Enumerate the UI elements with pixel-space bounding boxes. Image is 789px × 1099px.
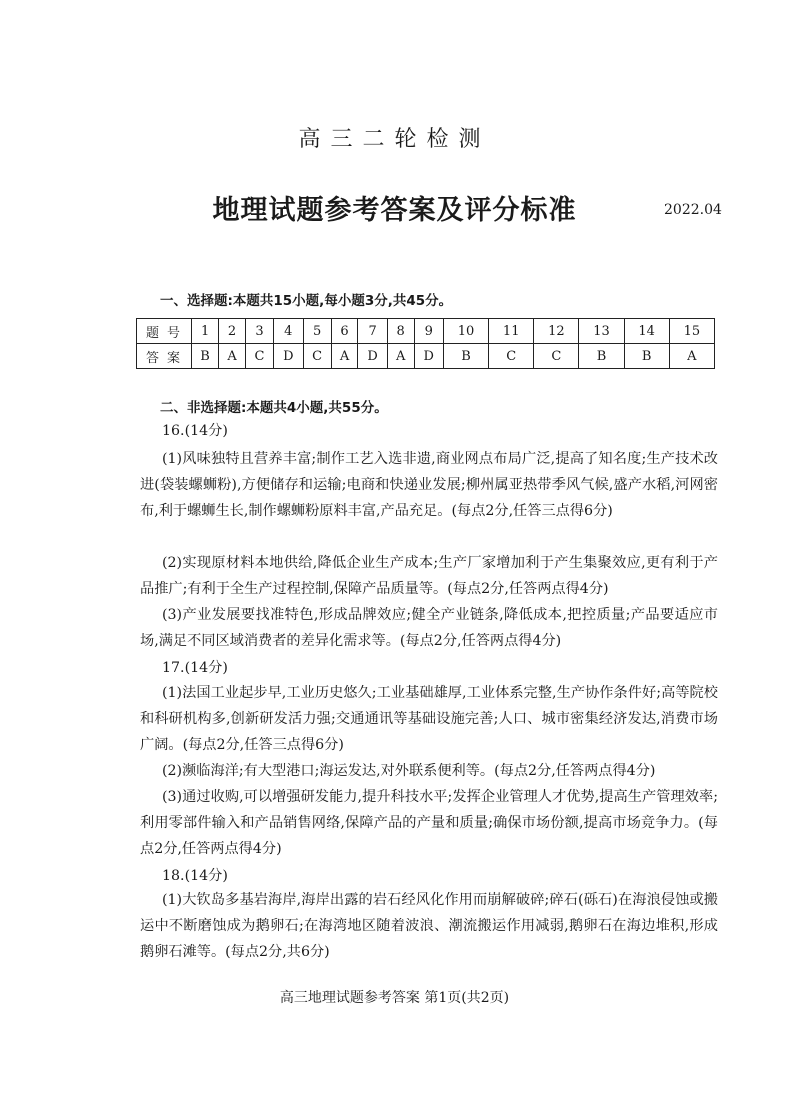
question-number-cell: 11 — [489, 319, 534, 344]
answer-cell: A — [219, 344, 246, 369]
document-date: 2022.04 — [664, 202, 722, 218]
question-17-part-1: (1)法国工业起步早,工业历史悠久;工业基础雄厚,工业体系完整,生产协作条件好;高等院校和科研机构多,创新研发活力强;交通通讯等基础设施完善;人口、城市密集经济发达,消费市场广阔。(每点2分,任答三点得6分) — [140, 685, 718, 753]
answer-cell: C — [245, 344, 273, 369]
page-footer: 高三地理试题参考答案 第1页(共2页) — [279, 990, 510, 1006]
answer-row — [137, 344, 715, 369]
row-label-answer: 答案 — [137, 344, 192, 369]
question-16-part-3: (3)产业发展要找准特色,形成品牌效应;健全产业链条,降低成本,把控质量;产品要适应市场,满足不同区域消费者的差异化需求等。(每点2分,任答两点得4分) — [140, 607, 718, 649]
question-number-cell: 5 — [303, 319, 331, 344]
answer-cell: B — [624, 344, 669, 369]
answer-cell: B — [579, 344, 624, 369]
row-label-number: 题号 — [137, 319, 192, 344]
answer-cell: A — [387, 344, 414, 369]
answer-cell: D — [358, 344, 387, 369]
section1-heading: 一、选择题:本题共15小题,每小题3分,共45分。 — [160, 293, 453, 309]
answer-cell: C — [534, 344, 579, 369]
question-17-number: 17.(14分) — [162, 660, 228, 676]
question-16-part-2: (2)实现原材料本地供给,降低企业生产成本;生产厂家增加利于产生集聚效应,更有利于产品推广;有利于全生产过程控制,保障产品质量等。(每点2分,任答两点得4分) — [140, 555, 718, 597]
question-number-row — [137, 319, 715, 344]
section2-heading: 二、非选择题:本题共4小题,共55分。 — [160, 400, 388, 416]
question-number-cell: 2 — [219, 319, 246, 344]
question-number-cell: 3 — [245, 319, 273, 344]
answer-cell: B — [192, 344, 219, 369]
question-number-cell: 12 — [534, 319, 579, 344]
question-17-part-3: (3)通过收购,可以增强研发能力,提升科技水平;发挥企业管理人才优势,提高生产管理效率;利用零部件输入和产品销售网络,保障产品的产量和质量;确保市场份额,提高市场竞争力。(每点2分,任答两点得4分) — [140, 789, 718, 857]
question-number-cell: 6 — [331, 319, 358, 344]
answer-table — [136, 318, 715, 369]
answer-cell: D — [274, 344, 303, 369]
question-16-part-1: (1)风味独特且营养丰富;制作工艺入选非遗,商业网点布局广泛,提高了知名度;生产技术改进(袋装螺蛳粉),方便储存和运输;电商和快递业发展;柳州属亚热带季风气候,盛产水稻,河网密布,利于螺蛳生长,制作螺蛳粉原料丰富,产品充足。(每点2分,任答三点得6分) — [140, 451, 718, 519]
answer-cell: A — [669, 344, 714, 369]
answer-cell: D — [414, 344, 443, 369]
question-number-cell: 4 — [274, 319, 303, 344]
question-number-cell: 9 — [414, 319, 443, 344]
question-18-number: 18.(14分) — [162, 868, 228, 884]
document-title: 地理试题参考答案及评分标准 — [212, 195, 577, 226]
question-number-cell: 7 — [358, 319, 387, 344]
question-18-part-1: (1)大钦岛多基岩海岸,海岸出露的岩石经风化作用而崩解破碎;碎石(砾石)在海浪侵蚀或搬运中不断磨蚀成为鹅卵石;在海湾地区随着波浪、潮流搬运作用减弱,鹅卵石在海边堆积,形成鹅卵石滩等。(每点2分,共6分) — [140, 892, 718, 960]
question-number-cell: 1 — [192, 319, 219, 344]
answer-cell: A — [331, 344, 358, 369]
question-16-number: 16.(14分) — [162, 423, 228, 439]
question-17-part-2: (2)濒临海洋;有大型港口;海运发达,对外联系便利等。(每点2分,任答两点得4分) — [162, 763, 656, 779]
question-number-cell: 8 — [387, 319, 414, 344]
answer-cell: B — [443, 344, 488, 369]
answer-cell: C — [303, 344, 331, 369]
answer-cell: C — [489, 344, 534, 369]
exam-title: 高三二轮检测 — [298, 127, 491, 152]
question-number-cell: 13 — [579, 319, 624, 344]
question-number-cell: 14 — [624, 319, 669, 344]
question-number-cell: 15 — [669, 319, 714, 344]
question-number-cell: 10 — [443, 319, 488, 344]
